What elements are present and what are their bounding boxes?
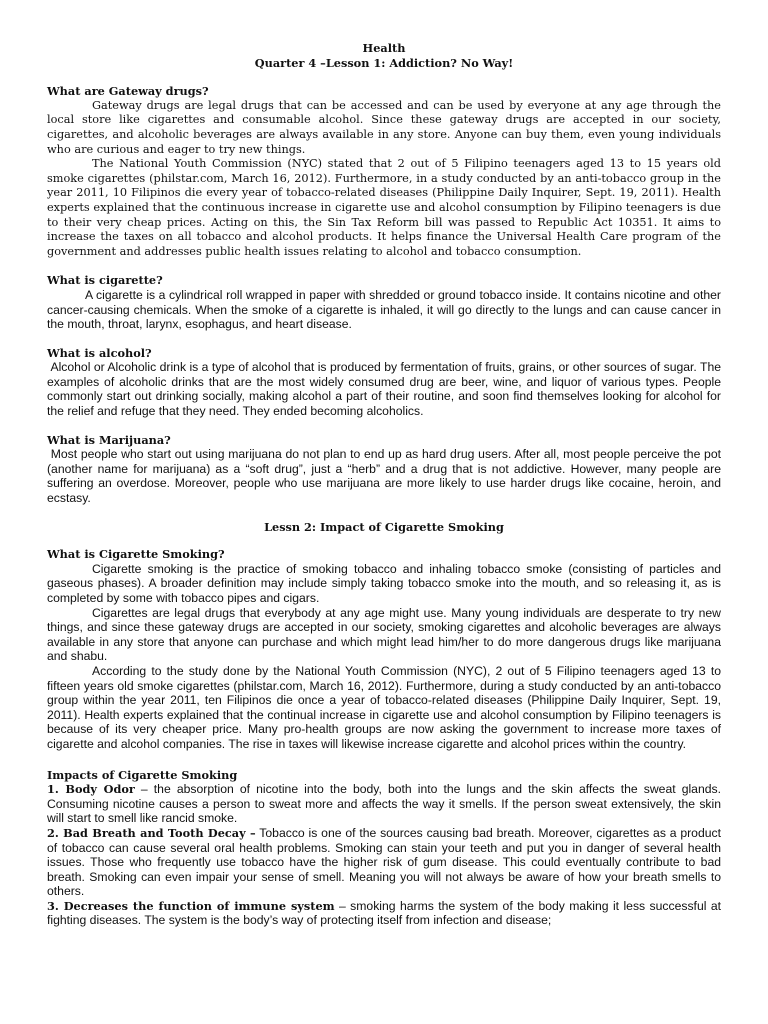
smoking-paragraph-1: Cigarette smoking is the practice of smoking tobacco and inhaling tobacco smoke (consisting of particles and gaseous phases). A broader definition may include simply taking tobacco smoke into the mouth, and so releasing it, as is completed by some with tobacco pipes and cigars. [47, 561, 721, 605]
gateway-heading: What are Gateway drugs? [47, 84, 209, 99]
cigarette-heading: What is cigarette? [47, 273, 163, 288]
impacts-heading: Impacts of Cigarette Smoking [47, 767, 238, 782]
impact-item [47, 826, 721, 899]
lesson-1-title: Quarter 4 –Lesson 1: Addiction? No Way! [254, 55, 514, 70]
document-page [47, 41, 721, 928]
alcohol-paragraph [47, 360, 721, 418]
lesson-2-title: Lessn 2: Impact of Cigarette Smoking [264, 519, 504, 534]
impact-item-label: 3. Decreases the function of immune system [47, 898, 335, 913]
impact-item-label: 2. Bad Breath and Tooth Decay – [47, 825, 256, 840]
impact-item-text: – the absorption of nicotine into the body, both into the lungs and the skin affects the sweat glands. Consuming nicotine causes a person to sweat more and affects the way it smells. If the person sweat extensively, the skin will start to smell like rancid smoke. [47, 782, 721, 826]
impact-item-label: 1. Body Odor [47, 782, 135, 797]
marijuana-paragraph-text: Most people who start out using marijuana do not plan to end up as hard drug users. After all, most people perceive the pot (another name for marijuana) as a “soft drug”, just a “herb” and a drug that is not addictive. However, many people are suffering an overdose. Moreover, people who use marijuana are more likely to use harder drugs like cocaine, heroin, and ecstasy. [47, 447, 722, 506]
cigarette-paragraph: A cigarette is a cylindrical roll wrapped in paper with shredded or ground tobacco inside. It contains nicotine and other cancer-causing chemicals. When the smoke of a cigarette is inhaled, it will go directly to the lungs and can cause cancer in the mouth, throat, larynx, esophagus, and heart disease. [47, 287, 721, 332]
gateway-paragraph-1: Gateway drugs are legal drugs that can be accessed and can be used by everyone at any age through the local store like cigarettes and consumable alcohol. Since these gateway drugs are accepted in our society, cigarettes, and alcoholic beverages are always available in any store. Anyone can buy them, even young individuals who are curious and eager to try new things. [47, 98, 721, 156]
gateway-paragraph-2: The National Youth Commission (NYC) stated that 2 out of 5 Filipino teenagers aged 13 to 15 years old smoke cigarettes (philstar.com, March 16, 2012). Furthermore, in a study conducted by an anti-tobacco group in the year 2011, 10 Filipinos die every year of tobacco-related diseases (Philippine Daily Inquirer, Sept. 19, 2011). Health experts explained that the continuous increase in cigarette use and alcohol consumption by Filipino teenagers is due to their very cheap prices. Acting on this, the Sin Tax Reform bill was passed to Republic Act 10351. It aims to increase the taxes on all tobacco and alcohol products. It helps finance the Universal Health Care program of the government and addresses public health issues relating to alcohol and tobacco consumption. [47, 157, 721, 258]
alcohol-heading: What is alcohol? [47, 345, 152, 360]
impact-item-text: Tobacco is one of the sources causing bad breath. Moreover, cigarettes as a product of tobacco can cause several oral health problems. Smoking can stain your teeth and put you in danger of several health issues. Those who frequently use tobacco have the higher risk of gum disease. This could eventually contribute to bad breath. Smoking can even impair your sense of smell. Meaning you will not always be aware of how your breath smells to others. [47, 825, 721, 899]
alcohol-paragraph-text: Alcohol or Alcoholic drink is a type of alcohol that is produced by fermentation of fruits, grains, or other sources of sugar. The examples of alcoholic drinks that are the most widely consumed drug are beer, wine, and liquor of various types. People commonly start out drinking socially, making alcohol a part of their routine, and soon find themselves looking for alcohol for the relief and refuge that they need. They ended becoming alcoholics. [47, 360, 722, 419]
impact-item-text: – smoking harms the system of the body making it less successful at fighting diseases. The system is the body’s way of protecting itself from infection and disease; [47, 898, 721, 928]
subject-title: Health [362, 41, 406, 55]
smoking-paragraph-3: According to the study done by the National Youth Commission (NYC), 2 out of 5 Filipino teenagers aged 13 to fifteen years old smoke cigarettes (philstar.com, March 16, 2012). Furthermore, during a study conducted by an anti-tobacco group within the year 2011, ten Filipinos die once a year of tobacco-related diseases (Philippine Daily Inquirer, Sept. 19, 2011). Health experts explained that the continual increase in cigarette use and alcohol consumption by Filipino teenagers is because of its very cheaper price. Many pro-health groups are now asking the government to increase more taxes of cigarette and alcohol companies. The rise in taxes will likewise increase cigarette and alcohol prices within the country. [47, 663, 721, 751]
smoking-paragraph-2: Cigarettes are legal drugs that everybody at any age might use. Many young individuals are desperate to try new things, and since these gateway drugs are accepted in our society, smoking cigarettes and alcoholic beverages are always available in any store that anyone can purchase and which might lead him/her to do more dangerous drugs like marijuana and shabu. [47, 605, 721, 664]
impact-item [47, 782, 721, 826]
marijuana-heading: What is Marijuana? [47, 432, 171, 447]
smoking-heading: What is Cigarette Smoking? [47, 547, 225, 562]
impact-item [47, 899, 721, 928]
marijuana-paragraph [47, 447, 721, 505]
